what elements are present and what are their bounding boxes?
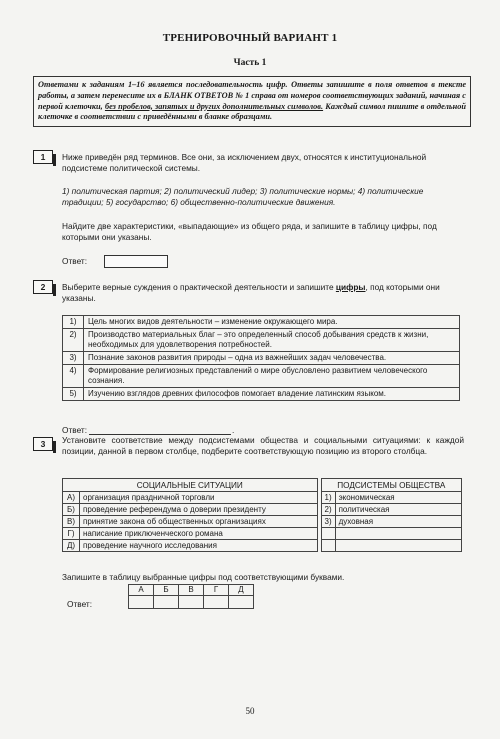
subsystem-text bbox=[335, 540, 461, 552]
judgement-text: Изучению взглядов древних философов помогает владение латинским языком. bbox=[84, 388, 460, 401]
task-2-text-after: , под которыми они указаны. bbox=[62, 282, 440, 303]
answer-cell[interactable] bbox=[154, 596, 179, 609]
situation-text: принятие закона об общественных организациях bbox=[80, 516, 318, 528]
task-1-answer-field[interactable] bbox=[104, 255, 168, 268]
subsystem-number bbox=[321, 528, 335, 540]
subsystem-number bbox=[321, 540, 335, 552]
table-row bbox=[63, 504, 462, 516]
subsystem-number: 2) bbox=[321, 504, 335, 516]
situation-text: проведение научного исследования bbox=[80, 540, 318, 552]
answer-cell[interactable] bbox=[229, 596, 254, 609]
task-3-answer-label: Ответ: bbox=[67, 599, 93, 609]
answer-letters-row bbox=[129, 585, 254, 596]
situation-letter: Г) bbox=[63, 528, 80, 540]
column-header-subsystems: ПОДСИСТЕМЫ ОБЩЕСТВА bbox=[321, 479, 461, 492]
situation-letter: А) bbox=[63, 492, 80, 504]
instructions-tail: Каждый символ пишите в отдельной клеточке в соответствии с приведёнными в бланке образцами. bbox=[38, 101, 466, 122]
task-2-answer-field[interactable] bbox=[89, 424, 231, 435]
situation-letter: Б) bbox=[63, 504, 80, 516]
part-heading: Часть 1 bbox=[233, 58, 267, 68]
judgement-number: 3) bbox=[63, 352, 84, 365]
situation-text: организация праздничной торговли bbox=[80, 492, 318, 504]
table-row bbox=[63, 492, 462, 504]
task-1-terms: 1) политическая партия; 2) политический лидер; 3) политические нормы; 4) политические традиции; 5) государство; 6) общественно-политические движения. bbox=[62, 186, 424, 207]
task-2-answer-label: Ответ: bbox=[62, 425, 88, 435]
task-1-number: 1 bbox=[33, 150, 53, 164]
answer-letter: Д bbox=[229, 585, 254, 596]
answer-letter: А bbox=[129, 585, 154, 596]
situation-text: написание приключенческого романа bbox=[80, 528, 318, 540]
judgement-text: Познание законов развития природы – одна из важнейших задач человечества. bbox=[84, 352, 460, 365]
task-1-text: Ниже приведён ряд терминов. Все они, за исключением двух, относятся к институциональной подсистеме политической системы. bbox=[62, 152, 427, 173]
task-2-answer-dot: . bbox=[232, 425, 235, 435]
situation-letter: В) bbox=[63, 516, 80, 528]
subsystem-number: 3) bbox=[321, 516, 335, 528]
subsystem-text: духовная bbox=[335, 516, 461, 528]
task-1-instruction: Найдите две характеристики, «выпадающие» из общего ряда, и запишите в таблицу цифры, под которыми они указаны. bbox=[62, 221, 437, 242]
task-3-number: 3 bbox=[33, 437, 53, 451]
task-3-text: Установите соответствие между подсистемами общества и социальными ситуациями: к каждой позиции, данной в первом столбце, подберите соответствующую позицию из второго столбца. bbox=[62, 435, 464, 456]
table-row bbox=[63, 528, 462, 540]
judgement-text: Цель многих видов деятельности – изменение окружающего мира. bbox=[84, 316, 460, 329]
subsystem-text: экономическая bbox=[335, 492, 461, 504]
judgement-text: Формирование религиозных представлений о мире обусловлено развитием человеческого сознания. bbox=[84, 365, 460, 388]
judgement-text: Производство материальных благ – это определенный способ добывания средств к жизни, необходимых для удовлетворения потребностей. bbox=[84, 329, 460, 352]
table-header-row bbox=[63, 479, 462, 492]
situation-letter: Д) bbox=[63, 540, 80, 552]
page-title: ТРЕНИРОВОЧНЫЙ ВАРИАНТ 1 bbox=[162, 32, 338, 44]
table-row bbox=[63, 516, 462, 528]
answer-cell[interactable] bbox=[204, 596, 229, 609]
task-1-answer-label: Ответ: bbox=[62, 256, 88, 266]
table-row bbox=[63, 316, 460, 329]
answer-letter: Г bbox=[204, 585, 229, 596]
task-2-text bbox=[62, 282, 462, 303]
task-2-number: 2 bbox=[33, 280, 53, 294]
table-row bbox=[63, 329, 460, 352]
task-3-matching-table bbox=[62, 478, 462, 552]
task-2-text-bold: цифры bbox=[335, 282, 366, 292]
task-3-write-instruction: Запишите в таблицу выбранные цифры под соответствующими буквами. bbox=[62, 572, 345, 582]
task-3-answer-table bbox=[128, 584, 254, 609]
subsystem-text bbox=[335, 528, 461, 540]
situation-text: проведение референдума о доверии президенту bbox=[80, 504, 318, 516]
answer-cell[interactable] bbox=[179, 596, 204, 609]
answer-letter: В bbox=[179, 585, 204, 596]
answer-cell[interactable] bbox=[129, 596, 154, 609]
judgement-number: 5) bbox=[63, 388, 84, 401]
judgement-number: 4) bbox=[63, 365, 84, 388]
table-row bbox=[63, 352, 460, 365]
instructions-main: Ответами к заданиям 1–16 является последовательность цифр. Ответы запишите в поля ответов в тексте работы, а затем перенесите их в БЛАНК ОТВЕТОВ № 1 справа от номеров соответствующих заданий, начиная с первой клеточки, bbox=[38, 80, 466, 111]
instructions-underlined: без пробелов, запятых и других дополнительных символов. bbox=[104, 101, 324, 111]
column-header-situations: СОЦИАЛЬНЫЕ СИТУАЦИИ bbox=[63, 479, 318, 492]
instructions-box bbox=[33, 76, 471, 127]
subsystem-text: политическая bbox=[335, 504, 461, 516]
task-2-judgements-table bbox=[62, 315, 460, 401]
task-2-text-before: Выберите верные суждения о практической деятельности и запишите bbox=[62, 282, 336, 292]
answer-cells-row bbox=[129, 596, 254, 609]
page-number: 50 bbox=[245, 706, 255, 716]
answer-letter: Б bbox=[154, 585, 179, 596]
judgement-number: 1) bbox=[63, 316, 84, 329]
judgement-number: 2) bbox=[63, 329, 84, 352]
table-row bbox=[63, 540, 462, 552]
subsystem-number: 1) bbox=[321, 492, 335, 504]
table-row bbox=[63, 388, 460, 401]
table-row bbox=[63, 365, 460, 388]
